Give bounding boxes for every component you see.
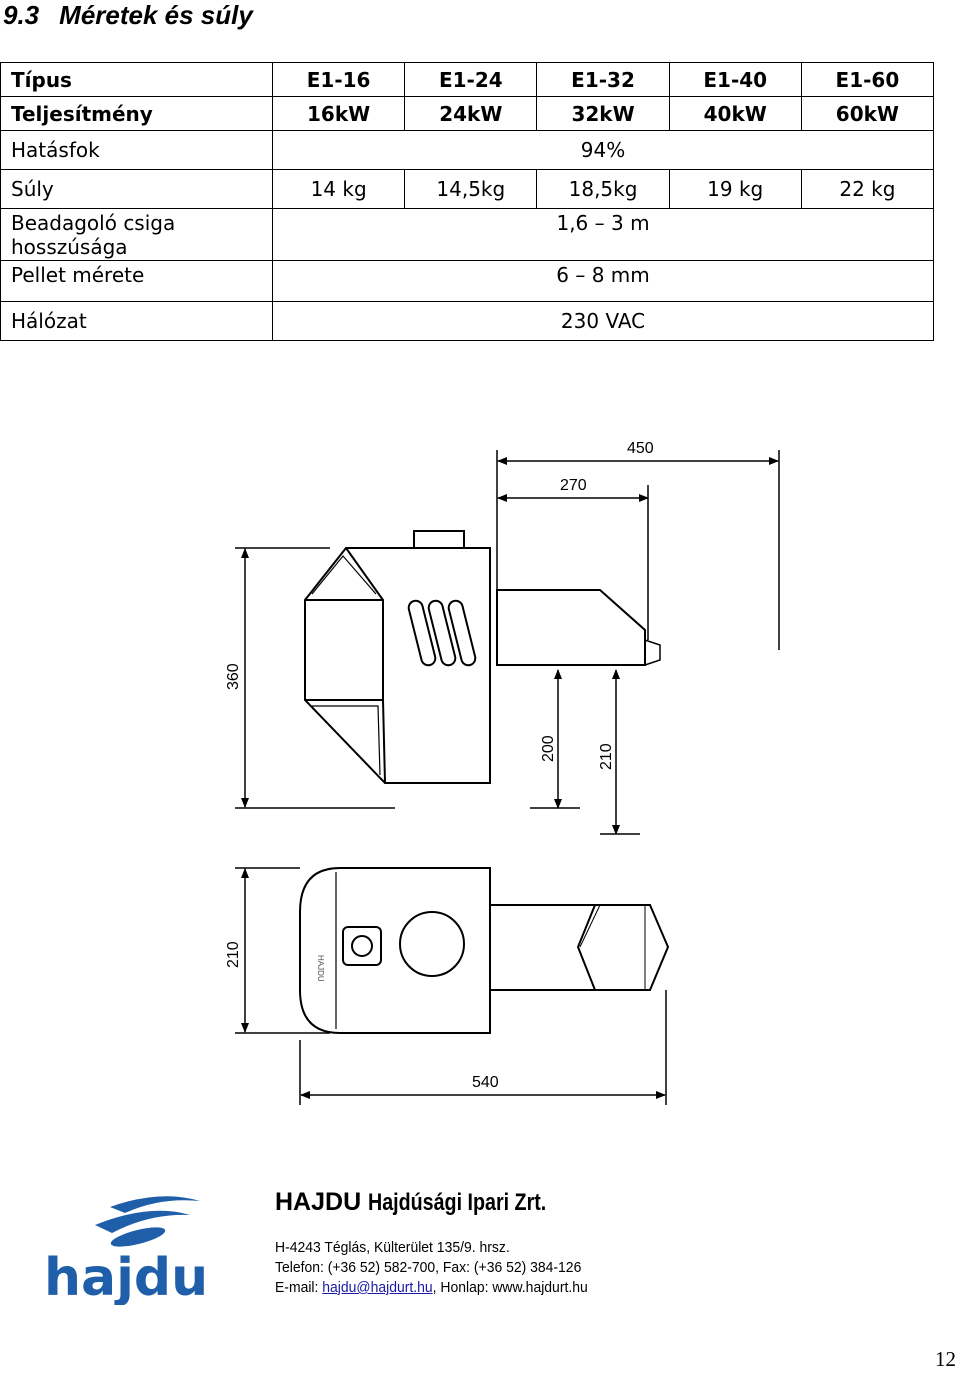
- control-knob-box: [343, 927, 381, 965]
- power-3: 32kW: [537, 97, 669, 131]
- dim-450: 450: [627, 440, 654, 457]
- row-label-pellet: Pellet mérete: [1, 261, 273, 302]
- round-opening: [400, 912, 464, 976]
- top-view: [300, 868, 668, 1033]
- footer-email-line: [275, 1278, 588, 1298]
- row-label-type: Típus: [1, 63, 273, 97]
- weight-3: 18,5kg: [537, 170, 669, 209]
- top-body: [300, 868, 490, 1033]
- tube-head: [578, 905, 668, 990]
- row-label-auger: Beadagoló csiga hosszúsága: [1, 209, 273, 261]
- email-link[interactable]: hajdu@hajdurt.hu: [322, 1279, 433, 1296]
- top-stub: [414, 531, 464, 548]
- side-dimensions: [235, 450, 779, 834]
- weight-1: 14 kg: [273, 170, 405, 209]
- dim-210-side: 210: [598, 743, 615, 770]
- vent-slot-1: [407, 599, 437, 666]
- row-label-efficiency: Hatásfok: [1, 131, 273, 170]
- weight-4: 19 kg: [669, 170, 801, 209]
- network-value: 230 VAC: [273, 302, 934, 341]
- footer-company: [275, 1188, 585, 1217]
- email-prefix: E-mail:: [275, 1279, 323, 1296]
- web-prefix: , Honlap:: [432, 1279, 493, 1296]
- row-label-network: Hálózat: [1, 302, 273, 341]
- body-outline: [305, 548, 490, 783]
- power-2: 24kW: [405, 97, 537, 131]
- web-link[interactable]: www.hajdurt.hu: [492, 1279, 588, 1296]
- logo-text: hajdu: [44, 1248, 209, 1305]
- footer-phone: Telefon: (+36 52) 582-700, Fax: (+36 52) 384-126: [275, 1259, 582, 1276]
- footer-address: H-4243 Téglás, Külterület 135/9. hrsz.: [275, 1239, 510, 1256]
- vent-slot-2: [427, 599, 457, 666]
- dim-200: 200: [540, 735, 557, 762]
- type-5: E1-60: [801, 63, 933, 97]
- type-4: E1-40: [669, 63, 801, 97]
- row-label-weight: Súly: [1, 170, 273, 209]
- section-number: 9.3: [3, 0, 40, 30]
- type-1: E1-16: [273, 63, 405, 97]
- burner-tube: [497, 590, 645, 665]
- auger-value: 1,6 – 3 m: [273, 209, 934, 261]
- weight-5: 22 kg: [801, 170, 933, 209]
- type-2: E1-24: [405, 63, 537, 97]
- pellet-value: 6 – 8 mm: [273, 261, 934, 302]
- logo-swoosh: [110, 1196, 200, 1213]
- control-knob: [352, 936, 372, 956]
- power-5: 60kW: [801, 97, 933, 131]
- top-label: HAJDU: [316, 955, 325, 982]
- power-1: 16kW: [273, 97, 405, 131]
- footer-contact: [275, 1238, 588, 1298]
- dim-210-top: 210: [225, 941, 242, 968]
- page-number: 12: [935, 1347, 956, 1371]
- dim-360: 360: [225, 663, 242, 690]
- type-3: E1-32: [537, 63, 669, 97]
- weight-2: 14,5kg: [405, 170, 537, 209]
- hajdu-logo: [40, 1195, 240, 1305]
- dim-540: 540: [472, 1074, 499, 1091]
- company-brand: HAJDU: [275, 1188, 362, 1216]
- row-label-power: Teljesítmény: [1, 97, 273, 131]
- dim-270: 270: [560, 477, 587, 494]
- power-4: 40kW: [669, 97, 801, 131]
- section-title: Méretek és súly: [59, 0, 253, 30]
- company-name: Hajdúsági Ipari Zrt.: [368, 1189, 547, 1216]
- vent-slot-3: [447, 599, 477, 666]
- efficiency-value: 94%: [273, 131, 934, 170]
